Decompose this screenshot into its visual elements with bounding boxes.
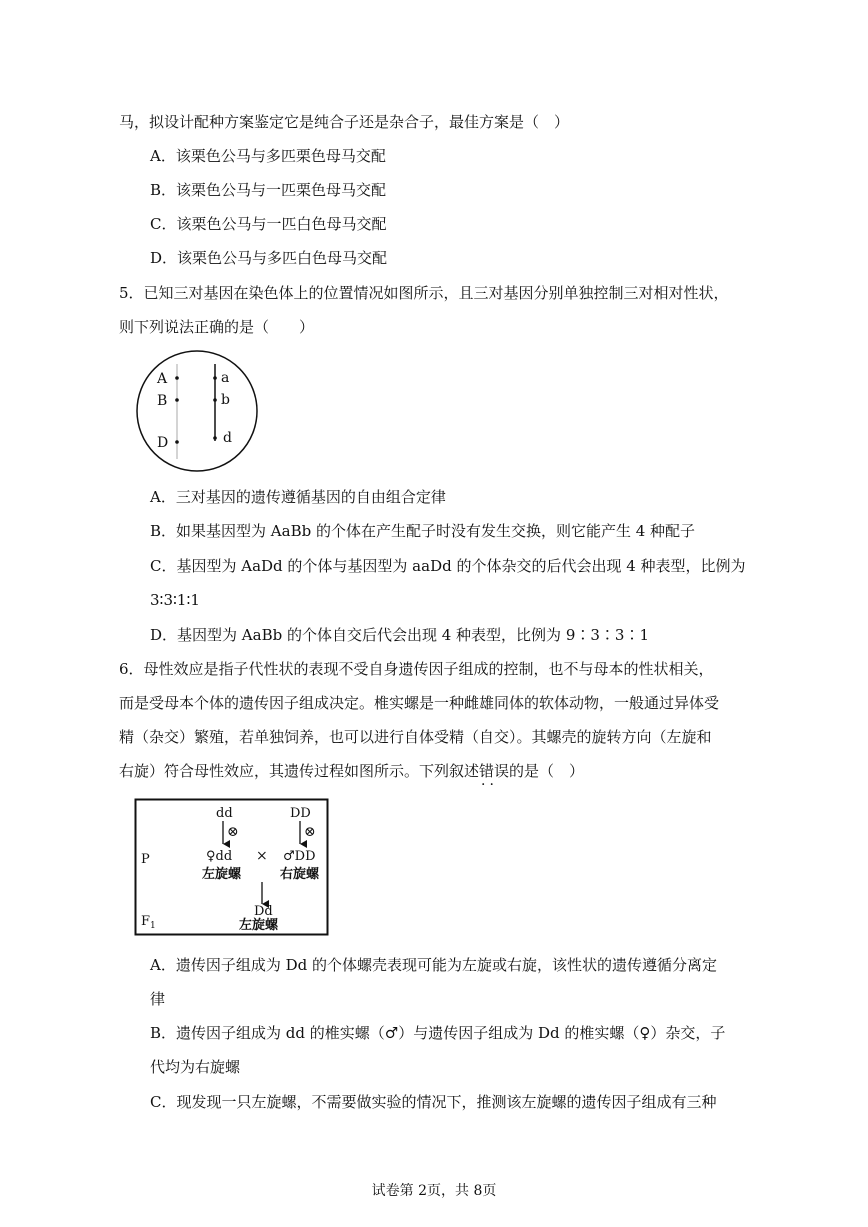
f1-label-subscript: 1 — [150, 921, 156, 931]
locus-b — [213, 398, 217, 402]
right-top-genotype: DD — [290, 806, 311, 821]
cell-outline — [137, 351, 257, 471]
q4-option-d: D．该栗色公马与多匹白色母马交配 — [150, 249, 388, 267]
female-phenotype: 左旋螺 — [202, 867, 242, 882]
q6-emphasis-word: 错误 ·· — [479, 762, 509, 780]
label-B: B — [157, 393, 168, 409]
offspring-phenotype: 左旋螺 — [239, 918, 279, 933]
q5-stem-line2: 则下列说法正确的是（ ） — [119, 318, 315, 336]
q4-stem: 马，拟设计配种方案鉴定它是纯合子还是杂合子，最佳方案是（ ） — [119, 113, 570, 131]
q6-option-b-line2: 代均为右旋螺 — [150, 1058, 241, 1076]
offspring-genotype: Dd — [254, 904, 273, 919]
q6-stem-line4 — [119, 761, 584, 781]
locus-B — [175, 398, 179, 402]
q6-stem-line3: 精（杂交）繁殖，若单独饲养，也可以进行自体受精（自交）。其螺壳的旋转方向（左旋和 — [119, 728, 712, 746]
q6-option-a-line2: 律 — [150, 990, 166, 1008]
cross-symbol: × — [256, 848, 268, 864]
male-phenotype: 右旋螺 — [280, 867, 320, 882]
left-top-genotype: dd — [216, 806, 233, 821]
q6-stem-line1: 6．母性效应是指子代性状的表现不受自身遗传因子组成的控制，也不与母本的性状相关， — [119, 660, 714, 678]
label-b: b — [221, 392, 230, 408]
q5-option-d: D．基因型为 AaBb 的个体自交后代会出现 4 种表型，比例为 9∶3∶3∶1 — [150, 626, 649, 644]
label-D: D — [157, 435, 169, 451]
right-selfing-symbol: ⊗ — [304, 824, 316, 840]
q6-stem-line2: 而是受母本个体的遗传因子组成决定。椎实螺是一种雌雄同体的软体动物，一般通过异体受 — [119, 694, 720, 712]
label-d: d — [223, 430, 232, 446]
q5-option-a: A．三对基因的遗传遵循基因的自由组合定律 — [150, 488, 446, 506]
q5-option-c-line2: 3∶3∶1∶1 — [150, 591, 200, 609]
q5-option-c-line1: C．基因型为 AaDd 的个体与基因型为 aaDd 的个体杂交的后代会出现 4 种表型，比例为 — [150, 557, 746, 575]
locus-a — [213, 376, 217, 380]
label-A: A — [157, 371, 168, 387]
left-selfing-symbol: ⊗ — [227, 824, 239, 840]
label-a: a — [221, 370, 230, 386]
chromosome-figure — [134, 349, 262, 473]
p-generation-label: P — [141, 852, 150, 867]
q5-stem-line1: 5．已知三对基因在染色体上的位置情况如图所示，且三对基因分别单独控制三对相对性状， — [119, 284, 729, 302]
q4-option-c: C．该栗色公马与一匹白色母马交配 — [150, 215, 387, 233]
page-footer: 试卷第 2页，共 8页 — [371, 1183, 497, 1199]
q6-option-c-line1: C．现发现一只左旋螺，不需要做实验的情况下，推测该左旋螺的遗传因子组成有三种 — [150, 1093, 717, 1111]
f1-generation-label — [141, 914, 156, 931]
q4-option-a: A．该栗色公马与多匹栗色母马交配 — [150, 147, 386, 165]
q6-stem-line4-post: 的是（ ） — [509, 762, 585, 780]
male-parent: ♂DD — [283, 849, 316, 864]
locus-D — [175, 440, 179, 444]
locus-d — [213, 436, 217, 440]
female-parent: ♀dd — [206, 849, 233, 864]
q6-stem-line4-pre: 右旋）符合母性效应，其遗传过程如图所示。下列叙述 — [119, 762, 480, 780]
q6-option-a-line1: A．遗传因子组成为 Dd 的个体螺壳表现可能为左旋或右旋，该性状的遗传遵循分离定 — [150, 956, 718, 974]
inheritance-diagram — [134, 798, 330, 938]
q4-option-b: B．该栗色公马与一匹栗色母马交配 — [150, 181, 387, 199]
locus-A — [175, 376, 179, 380]
f1-label-main: F — [141, 914, 151, 929]
q5-option-b: B．如果基因型为 AaBb 的个体在产生配子时没有发生交换，则它能产生 4 种配子 — [150, 522, 696, 540]
q6-option-b-line1: B．遗传因子组成为 dd 的椎实螺（♂）与遗传因子组成为 Dd 的椎实螺（♀）杂交，子 — [150, 1024, 726, 1042]
